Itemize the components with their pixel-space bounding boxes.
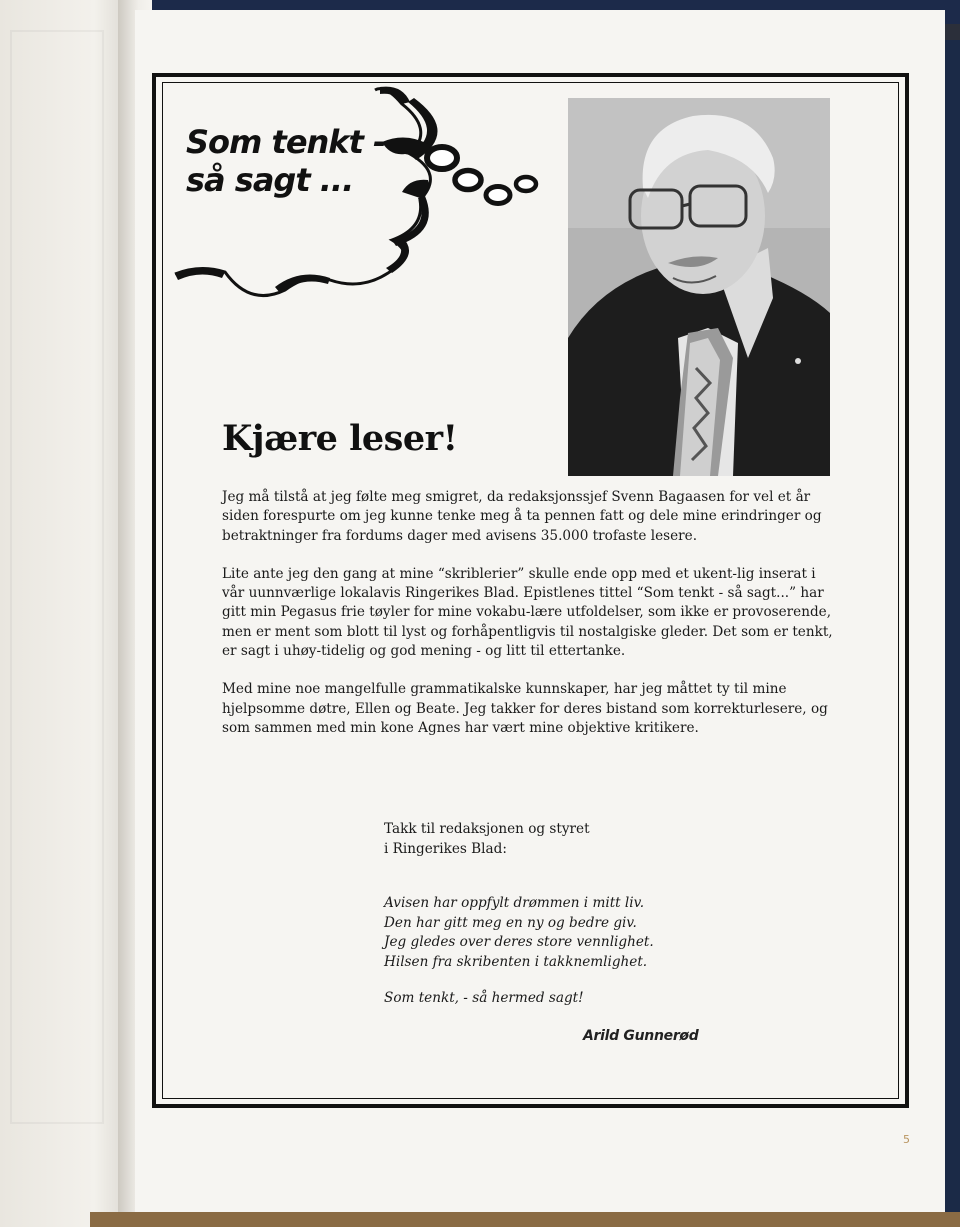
- author-signature: Arild Gunnerød: [583, 1028, 699, 1044]
- poem-line: Avisen har oppfylt drømmen i mitt liv.: [384, 895, 645, 911]
- column-title-line1: Som tenkt -: [186, 123, 386, 161]
- poem-line: Hilsen fra skribenten i takknemlighet.: [384, 953, 648, 970]
- author-portrait: [568, 98, 830, 476]
- greeting-heading: Kjære leser!: [222, 418, 458, 459]
- poem-line: Jeg gledes over deres store vennlighet.: [384, 934, 654, 950]
- portrait-illustration: [568, 98, 830, 476]
- poem: [384, 894, 654, 972]
- left-page: [0, 0, 135, 1227]
- thanks-line: i Ringerikes Blad:: [384, 840, 507, 857]
- paragraph: Jeg må tilstå at jeg følte meg smigret, da redaksjonssjef Svenn Bagaasen for vel et år siden forespurte om jeg kunne tenke meg å ta pennen fatt og dele mine erindringer og betraktninger fra fordums dager med avisens 35.000 trofaste lesere.: [222, 489, 822, 544]
- poem-line: Den har gitt meg en ny og bedre giv.: [384, 914, 637, 931]
- letter-body: [222, 488, 842, 757]
- column-title-line2: så sagt ...: [186, 160, 354, 199]
- thanks-line: Takk til redaksjonen og styret: [384, 821, 590, 837]
- left-page-show-through: [10, 30, 104, 1124]
- book-cover-edge: [945, 40, 960, 1227]
- paragraph: Lite ante jeg den gang at mine “skriblerier” skulle ende opp med et ukent-lig inserat i vår uunnværlige lokalavis Ringerikes Blad. Epistlenes tittel “Som tenkt - så sagt...” har gitt min Pegasus frie tøyler for mine vokabu-lære utfoldelser, som ikke er provoserende, men er ment som blott til lyst og forhåpentligvis til nostalgiske gleder. Det som er tenkt, er sagt i uhøy-tidelig og god mening - og litt til ettertanke.: [222, 565, 833, 660]
- paragraph: Med mine noe mangelfulle grammatikalske kunnskaper, har jeg måttet ty til mine hjelpsomme døtre, Ellen og Beate. Jeg takker for deres bistand som korrekturlesere, og som sammen med min kone Agnes har vært mine objektive kritikere.: [222, 681, 828, 736]
- table-surface: [90, 1212, 960, 1227]
- closing-line: Som tenkt, - så hermed sagt!: [384, 990, 584, 1006]
- page-number: 5: [903, 1133, 910, 1146]
- column-title: [186, 124, 385, 200]
- thanks-note: [384, 820, 590, 859]
